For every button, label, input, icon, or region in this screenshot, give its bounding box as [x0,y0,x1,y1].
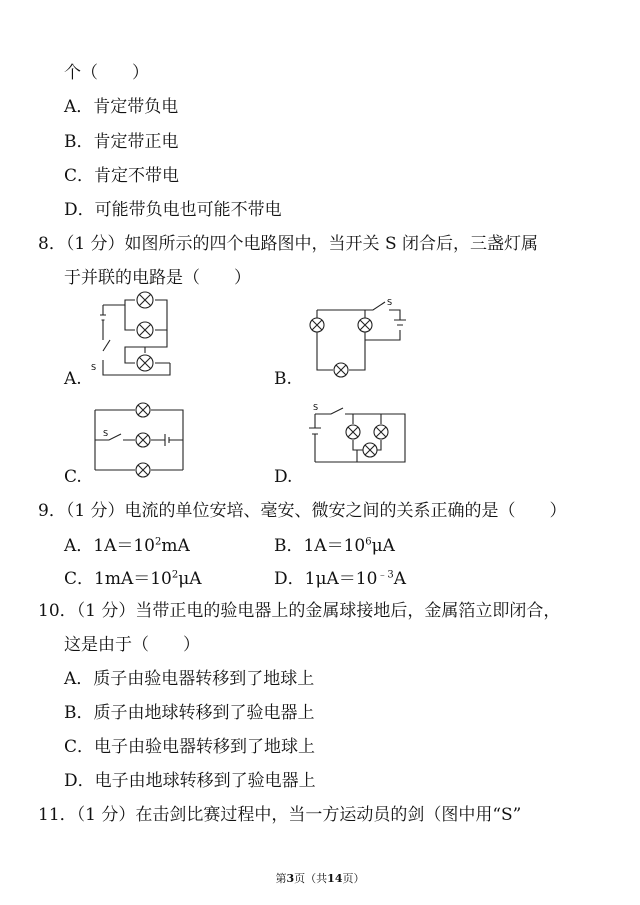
q9-option-d-base: D．1μA＝10 [274,569,378,589]
q9-option-c-unit: μA [178,569,202,589]
circuit-c-switch-label: S [103,429,109,438]
q8-label-c: C. [64,467,82,487]
q9-option-c-exponent: 2 [171,569,179,581]
q9-option-d-unit: A [393,569,407,589]
q8-label-a: A. [64,369,82,389]
circuit-d-switch-label: S [313,403,319,412]
footer-page-number: 3 [286,872,295,885]
circuit-b-diagram [305,300,405,384]
q10-stem-line2: 这是由于（ ） [64,635,200,655]
circuit-a-diagram [91,295,185,389]
q10-option-a: A．质子由验电器转移到了地球上 [64,669,315,689]
q7-option-d: D．可能带负电也可能不带电 [64,200,282,220]
page-footer [0,870,640,886]
circuit-c-diagram [95,398,190,482]
q9-option-b-unit: μA [371,536,395,556]
circuit-a-switch-label: S [91,363,97,372]
q10-option-d: D．电子由地球转移到了验电器上 [64,771,316,791]
q9-option-c-base: C．1mA＝10 [64,569,172,589]
q9-option-b-exponent: 6 [365,536,372,548]
q9-option-a-exponent: 2 [155,536,162,548]
q9-option-a [64,535,190,557]
q10-option-b: B．质子由地球转移到了验电器上 [64,703,315,723]
q8-stem-line1: 8．（1 分）如图所示的四个电路图中，当开关 S 闭合后，三盏灯属 [38,234,538,254]
q9-option-c [64,568,202,590]
q7-option-a: A．肯定带负电 [64,97,179,117]
q8-stem-line2: 于并联的电路是（ ） [64,268,251,288]
q9-option-b-base: B．1A＝10 [274,536,366,556]
footer-suffix: 页） [342,872,365,885]
q9-option-b [274,535,395,557]
circuit-d-diagram [305,402,415,481]
q10-option-c: C．电子由验电器转移到了地球上 [64,737,316,757]
q9-option-d [274,568,406,590]
q7-option-c: C．肯定不带电 [64,166,180,186]
q7-option-b: B．肯定带正电 [64,132,179,152]
q9-stem: 9．（1 分）电流的单位安培、毫安、微安之间的关系正确的是（ ） [38,501,567,521]
q11-stem-line1: 11．（1 分）在击剑比赛过程中，当一方运动员的剑（图中用“S” [38,805,522,825]
q8-label-b: B. [274,369,292,389]
footer-total-pages: 14 [327,872,343,885]
circuit-b-switch-label: S [387,298,393,307]
q10-stem-line1: 10．（1 分）当带正电的验电器上的金属球接地后，金属箔立即闭合， [38,601,561,621]
footer-prefix: 第 [275,872,287,885]
q9-option-a-base: A．1A＝10 [64,536,156,556]
q8-label-d: D. [274,467,293,487]
q7-stem-continuation: 个（ ） [64,63,149,83]
q9-option-d-exponent: ﹣3 [377,569,394,581]
q9-option-a-unit: mA [161,536,190,556]
footer-middle: 页（共 [294,872,328,885]
